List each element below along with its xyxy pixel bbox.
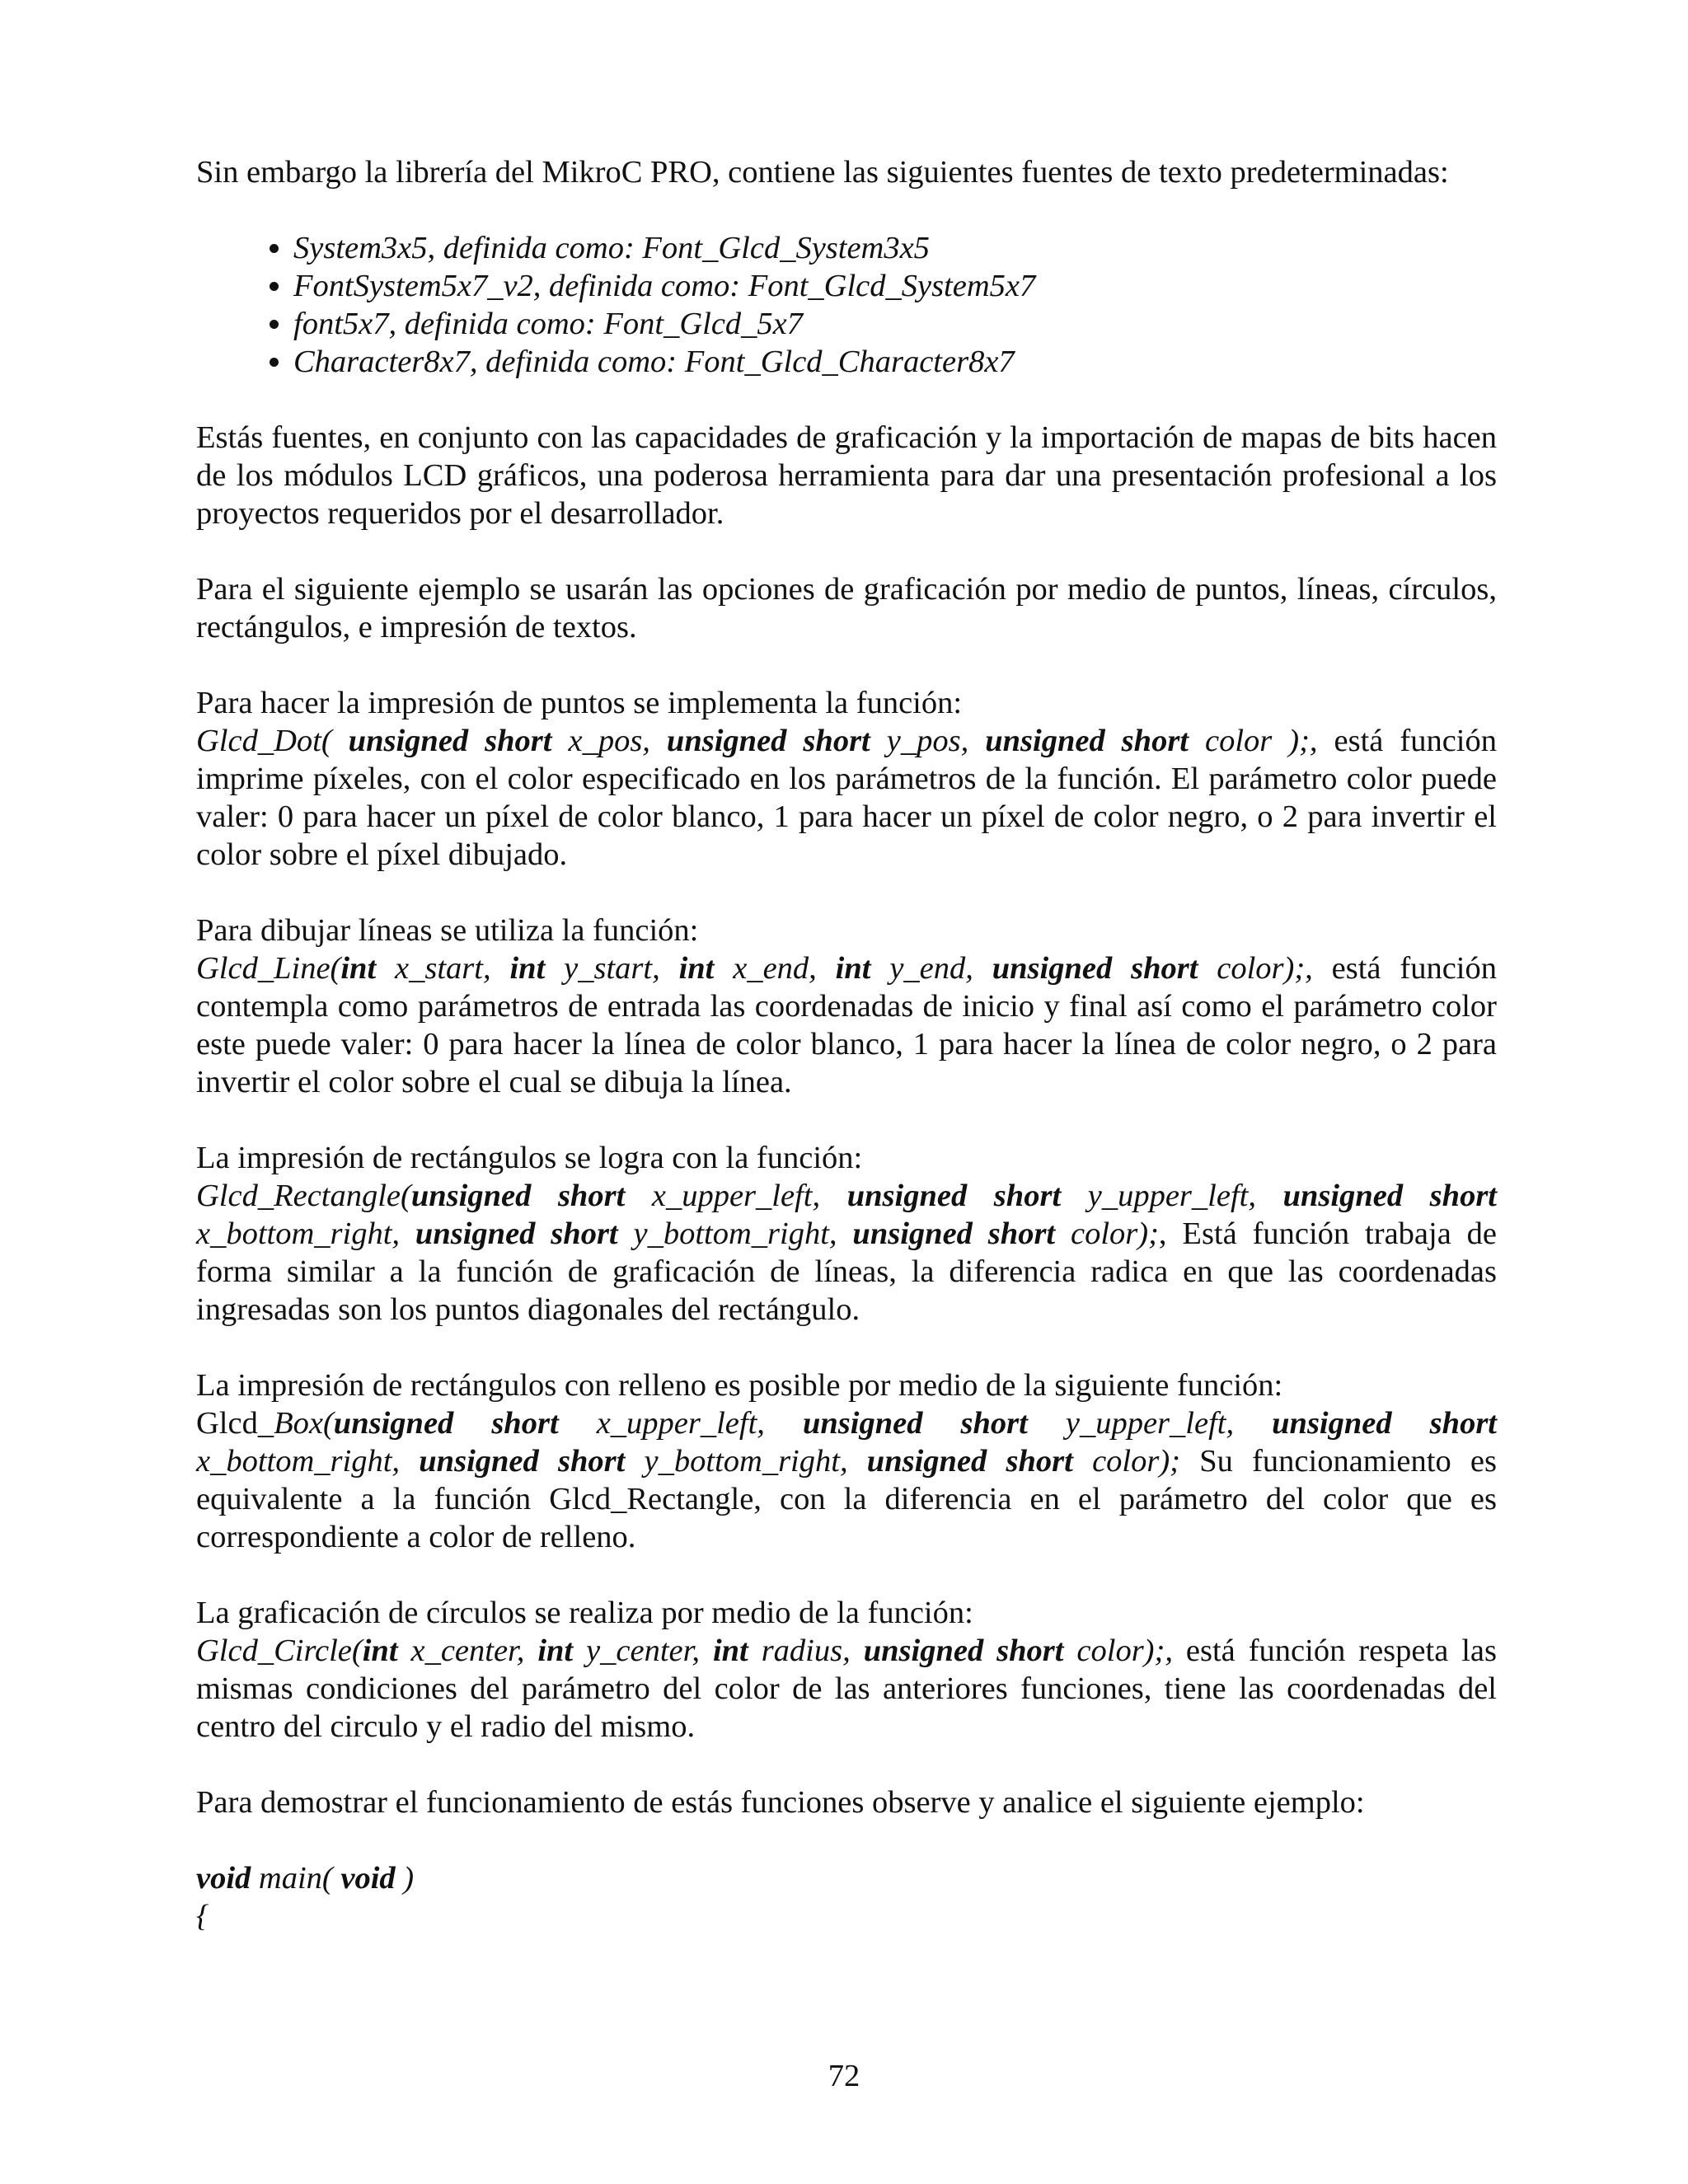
glcd-circle-section: [196, 1594, 1497, 1746]
example-paragraph: Para el siguiente ejemplo se usarán las opciones de graficación por medio de puntos, líneas, círculos, rectángulos, e impresión de textos.: [196, 572, 1497, 644]
list-item: • Character8x7, definida como: Font_Glcd_Character8x7: [293, 343, 1497, 381]
intro-paragraph: Sin embargo la librería del MikroC PRO, contiene las siguientes fuentes de texto predeterminadas:: [196, 155, 1449, 190]
fonts-paragraph: Estás fuentes, en conjunto con las capacidades de graficación y la importación de mapas de bits hacen de los módulos LCD gráficos, una poderosa herramienta para dar una presentación profesional a los proyectos requeridos por el desarrollador.: [196, 420, 1497, 531]
glcd-rectangle-section: [196, 1139, 1497, 1329]
glcd-circle-description: Glcd_Circle(int x_center, int y_center, int radius, unsigned short color);, está función respeta las mismas condiciones del parámetro del color de las anteriores funciones, tiene las coordenadas del centro del circulo y el radio del mismo.: [196, 1633, 1497, 1744]
page-content: [196, 153, 1497, 1935]
list-item: • font5x7, definida como: Font_Glcd_5x7: [293, 305, 1497, 343]
glcd-circle-intro: La graficación de círculos se realiza por medio de la función:: [196, 1596, 973, 1630]
list-item: • FontSystem5x7_v2, definida como: Font_Glcd_System5x7: [293, 267, 1497, 305]
glcd-dot-section: [196, 684, 1497, 874]
glcd-box-description: Glcd_Box(unsigned short x_upper_left, unsigned short y_upper_left, unsigned short x_bottom_right, unsigned short y_bottom_right, unsigned short color); Su funcionamiento es equivalente a la función Glcd_Rectangle, con la diferencia en el parámetro del color que es correspondiente a color de relleno.: [196, 1406, 1497, 1554]
glcd-box-intro: La impresión de rectángulos con relleno es posible por medio de la siguiente función:: [196, 1368, 1283, 1403]
glcd-line-section: [196, 912, 1497, 1101]
code-snippet: [196, 1859, 1497, 1935]
font-list: [196, 229, 1497, 381]
glcd-line-intro: Para dibujar líneas se utiliza la función:: [196, 913, 699, 948]
list-item: • System3x5, definida como: Font_Glcd_System3x5: [293, 229, 1497, 267]
code-line: {: [196, 1899, 209, 1933]
page-number: 72: [828, 2059, 860, 2093]
glcd-rectangle-description: Glcd_Rectangle(unsigned short x_upper_left, unsigned short y_upper_left, unsigned short x_bottom_right, unsigned short y_bottom_right, unsigned short color);, Está función trabaja de forma similar a la función de graficación de líneas, la diferencia radica en que las coordenadas ingresadas son los puntos diagonales del rectángulo.: [196, 1179, 1497, 1327]
glcd-rectangle-intro: La impresión de rectángulos se logra con la función:: [196, 1141, 863, 1175]
code-line: void main( void ): [196, 1861, 415, 1896]
demo-paragraph: Para demostrar el funcionamiento de estás funciones observe y analice el siguiente ejemplo:: [196, 1785, 1365, 1820]
glcd-dot-description: Glcd_Dot( unsigned short x_pos, unsigned short y_pos, unsigned short color );, está función imprime píxeles, con el color especificado en los parámetros de la función. El parámetro color puede valer: 0 para hacer un píxel de color blanco, 1 para hacer un píxel de color negro, o 2 para invertir el color sobre el píxel dibujado.: [196, 724, 1497, 872]
glcd-line-description: Glcd_Line(int x_start, int y_start, int x_end, int y_end, unsigned short color);, está función contempla como parámetros de entrada las coordenadas de inicio y final así como el parámetro color este puede valer: 0 para hacer la línea de color blanco, 1 para hacer la línea de color negro, o 2 para invertir el color sobre el cual se dibuja la línea.: [196, 951, 1497, 1099]
glcd-box-section: [196, 1366, 1497, 1556]
glcd-dot-intro: Para hacer la impresión de puntos se implementa la función:: [196, 686, 963, 720]
